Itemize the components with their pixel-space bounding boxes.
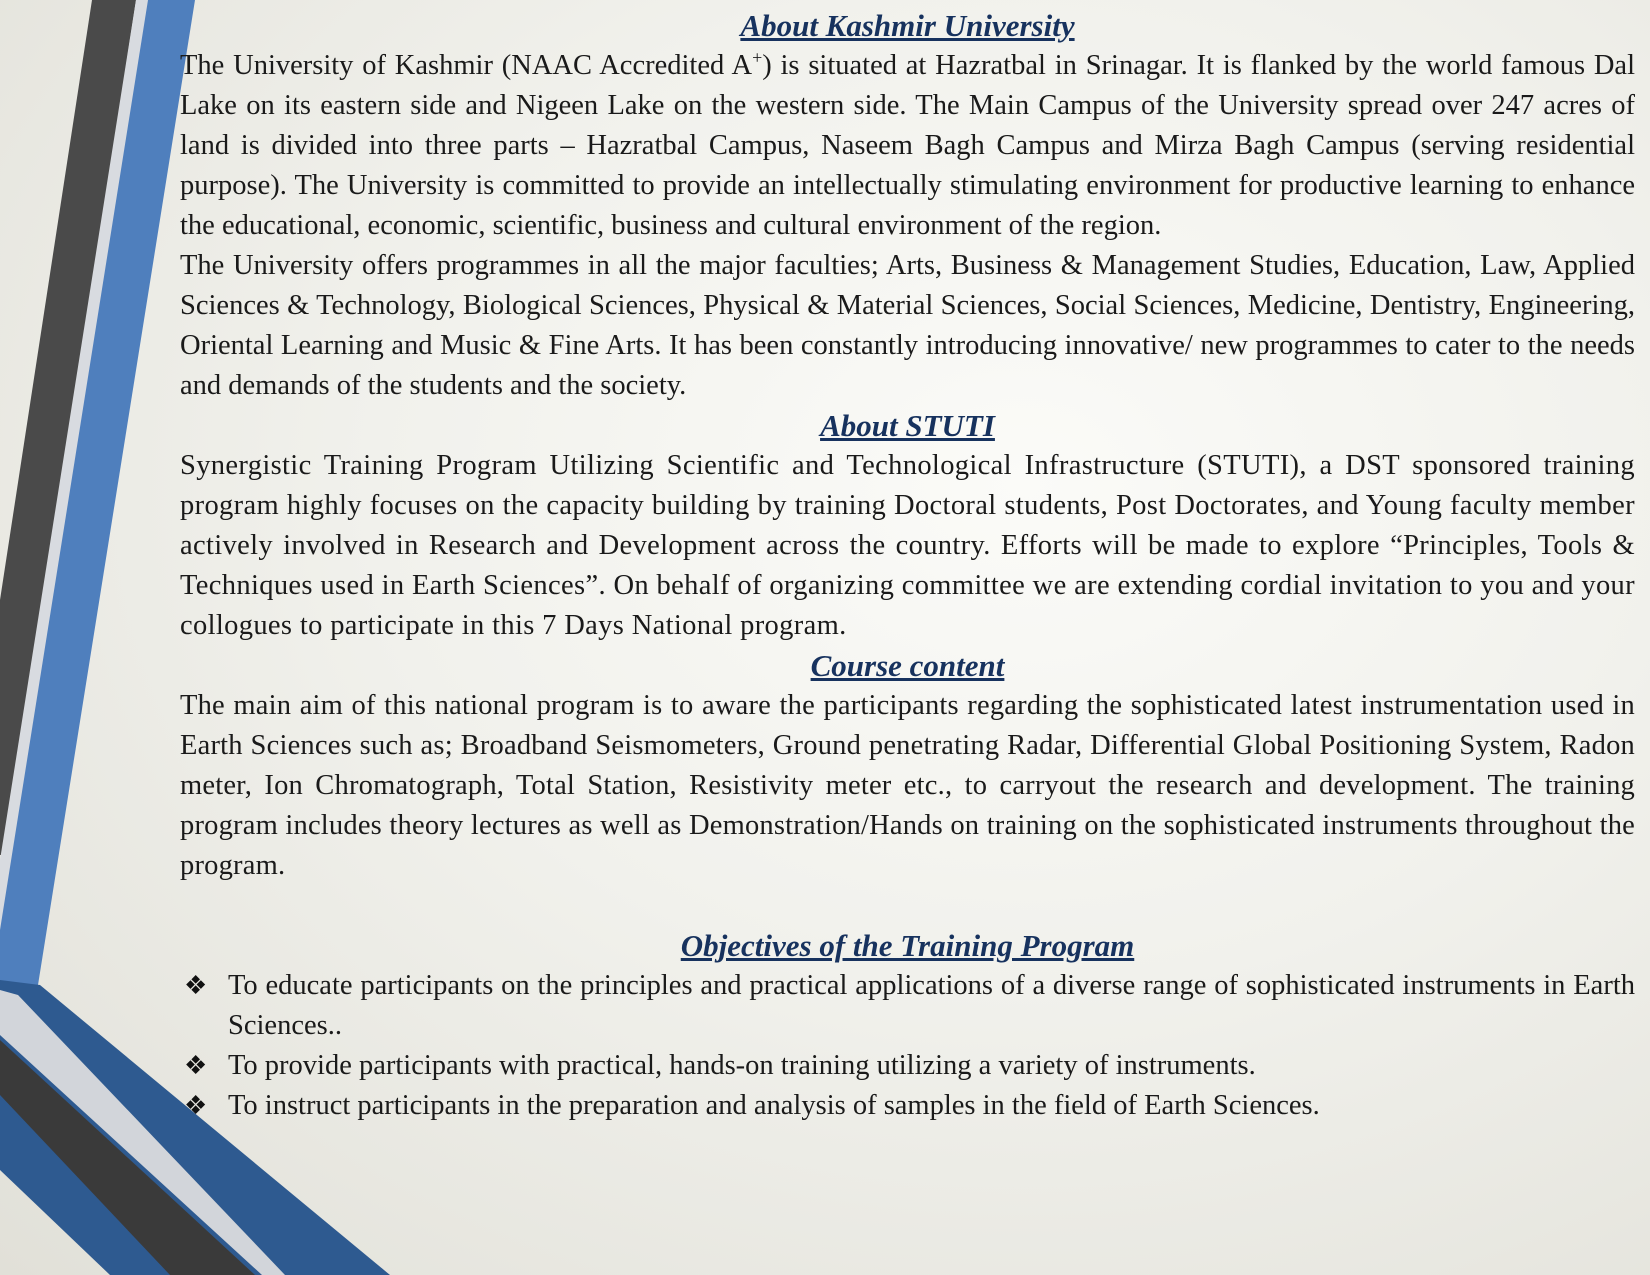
diamond-bullet-icon: ❖ xyxy=(184,1051,208,1080)
objective-item: ❖ To instruct participants in the preparation and analysis of samples in the field of Earth Sciences. xyxy=(180,1086,1635,1126)
objective-item: ❖ To educate participants on the principles and practical applications of a diverse range of sophisticated instruments in Earth Sciences.. xyxy=(180,966,1635,1046)
about-stuti-paragraph: Synergistic Training Program Utilizing Scientific and Technological Infrastructure (STUTI), a DST sponsored training program highly focuses on the capacity building by training Doctoral students, Post Doctorates, and Young faculty member actively involved in Research and Development across the country. Efforts will be made to explore “Principles, Tools & Techniques used in Earth Sciences”. On behalf of organizing committee we are extending cordial invitation to you and your collogues to participate in this 7 Days National program. xyxy=(180,450,1635,641)
course-content-heading: Course content xyxy=(810,648,1005,683)
diamond-bullet-icon: ❖ xyxy=(184,1091,208,1120)
objectives-heading: Objectives of the Training Program xyxy=(680,928,1135,963)
about-university-paragraph-1: The University of Kashmir (NAAC Accredited A+) is situated at Hazratbal in Srinagar. It is flanked by the world famous Dal Lake on its eastern side and Nigeen Lake on the western side. The Main Campus of the University spread over 247 acres of land is divided into three parts – Hazratbal Campus, Naseem Bagh Campus and Mirza Bagh Campus (serving residential purpose). The University is committed to provide an intellectually stimulating environment for productive learning to enhance the educational, economic, scientific, business and cultural environment of the region. xyxy=(180,47,1635,241)
spacer xyxy=(180,886,1635,926)
about-university-heading: About Kashmir University xyxy=(740,8,1075,43)
about-stuti-heading: About STUTI xyxy=(820,408,995,443)
superscript-plus: + xyxy=(752,47,763,68)
objectives-list xyxy=(180,966,1635,1126)
course-content-paragraph: The main aim of this national program is to aware the participants regarding the sophisticated latest instrumentation used in Earth Sciences such as; Broadband Seismometers, Ground penetrating Radar, Differential Global Positioning System, Radon meter, Ion Chromatograph, Total Station, Resistivity meter etc., to carryout the research and development. The training program includes theory lectures as well as Demonstration/Hands on training on the sophisticated instruments throughout the program. xyxy=(180,690,1635,881)
diamond-bullet-icon: ❖ xyxy=(184,971,208,1000)
objective-item: ❖ To provide participants with practical, hands-on training utilizing a variety of instruments. xyxy=(180,1046,1635,1086)
document-body xyxy=(180,6,1635,1126)
about-university-paragraph-2: The University offers programmes in all the major faculties; Arts, Business & Management Studies, Education, Law, Applied Sciences & Technology, Biological Sciences, Physical & Material Sciences, Social Sciences, Medicine, Dentistry, Engineering, Oriental Learning and Music & Fine Arts. It has been constantly introducing innovative/ new programmes to cater to the needs and demands of the students and the society. xyxy=(180,250,1635,401)
